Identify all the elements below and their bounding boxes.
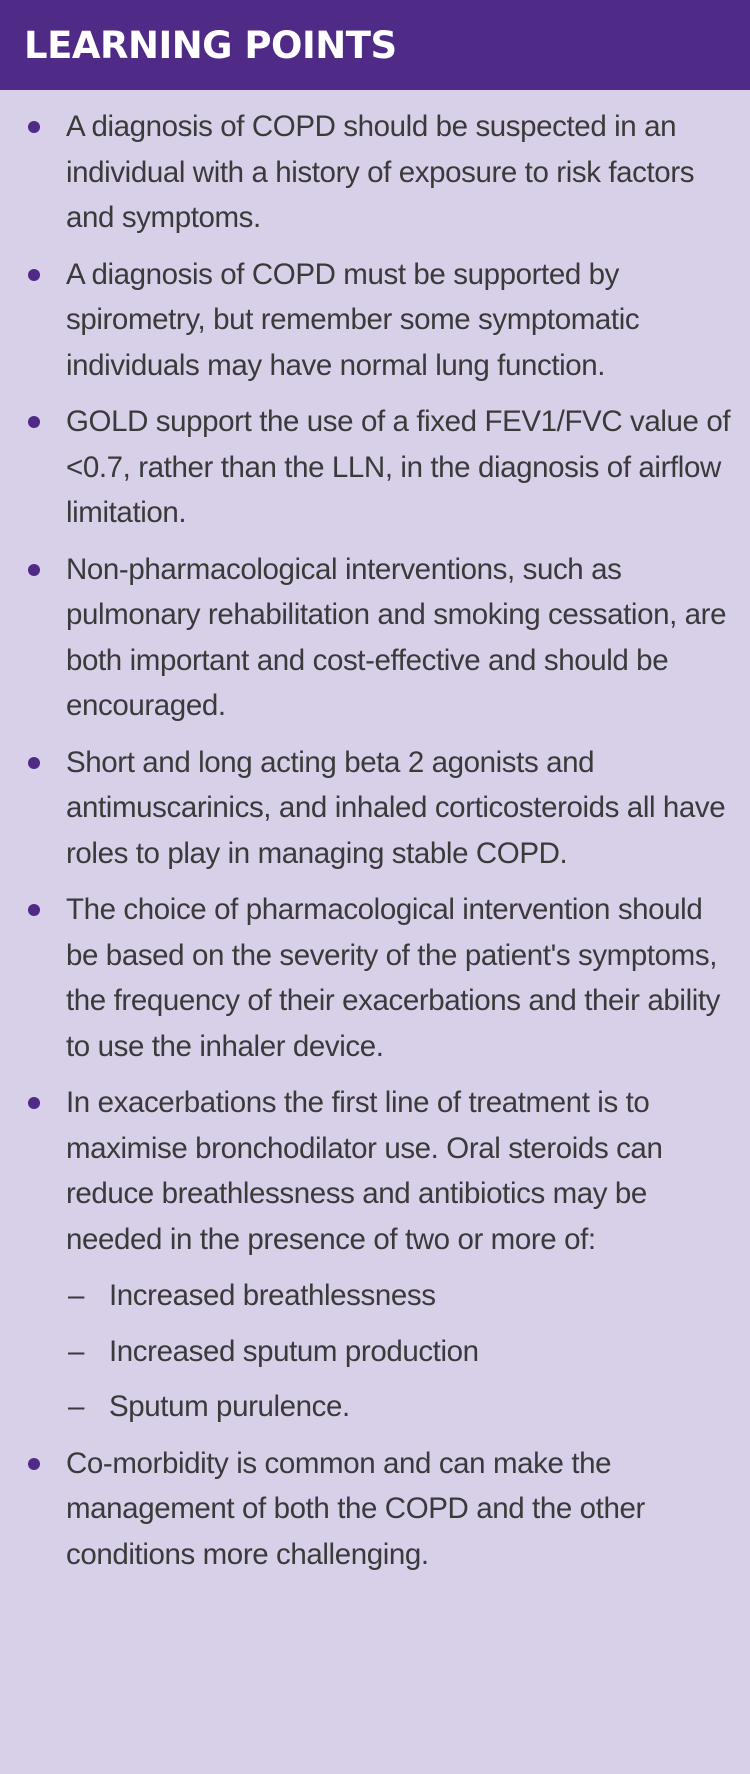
learning-point: [24, 252, 732, 389]
learning-points-header: [0, 0, 750, 90]
learning-point-text: A diagnosis of COPD should be suspected in an individual with a history of exposure to risk factors and symptoms.: [66, 110, 695, 234]
learning-point: [24, 887, 732, 1069]
sub-point-text: Increased sputum production: [109, 1334, 479, 1368]
sub-point-text: Sputum purulence.: [109, 1390, 350, 1423]
learning-point: [24, 547, 732, 729]
sub-point: [24, 1273, 732, 1319]
learning-point: [24, 104, 732, 241]
learning-point-text: Non-pharmacological interventions, such as pulmonary rehabilitation and smoking cessation, are both important and cost-effective and should be encouraged.: [66, 552, 727, 722]
bullet-icon: [28, 904, 40, 916]
bullet-icon: [28, 269, 40, 281]
learning-point: [24, 1080, 732, 1262]
bullet-icon: [28, 564, 40, 576]
learning-point-text: A diagnosis of COPD must be supported by spirometry, but remember some symptomatic individuals may have normal lung function.: [66, 257, 640, 382]
bullet-icon: [28, 121, 40, 133]
learning-point-text: Short and long acting beta 2 agonists and antimuscarinics, and inhaled corticosteroids all have roles to play in managing stable COPD.: [66, 745, 726, 870]
sub-point: [24, 1329, 732, 1375]
bullet-icon: [28, 1458, 40, 1470]
header-title: LEARNING POINTS: [24, 23, 397, 67]
dash-icon: –: [68, 1334, 85, 1368]
learning-point: [24, 740, 732, 877]
bullet-icon: [28, 416, 40, 428]
sub-point-text: Increased breathlessness: [109, 1279, 436, 1312]
learning-point: [24, 1441, 732, 1578]
learning-point-text: The choice of pharmacological intervention should be based on the severity of the patient's symptoms, the frequency of their exacerbations and their ability to use the inhaler device.: [66, 893, 721, 1063]
bullet-icon: [28, 757, 40, 769]
learning-point-text: Co-morbidity is common and can make the management of both the COPD and the other conditions more challenging.: [66, 1446, 645, 1571]
bullet-icon: [28, 1097, 40, 1109]
dash-icon: –: [68, 1279, 85, 1312]
dash-icon: –: [68, 1390, 85, 1423]
learning-point: [24, 399, 732, 536]
learning-points-list: [0, 90, 750, 1577]
learning-point-text: In exacerbations the first line of treatment is to maximise bronchodilator use. Oral steroids can reduce breathlessness and antibiotics may be needed in the presence of two or more of:: [66, 1086, 663, 1256]
learning-point-text: GOLD support the use of a fixed FEV1/FVC value of <0.7, rather than the LLN, in the diagnosis of airflow limitation.: [66, 405, 731, 529]
sub-point: [24, 1384, 732, 1430]
